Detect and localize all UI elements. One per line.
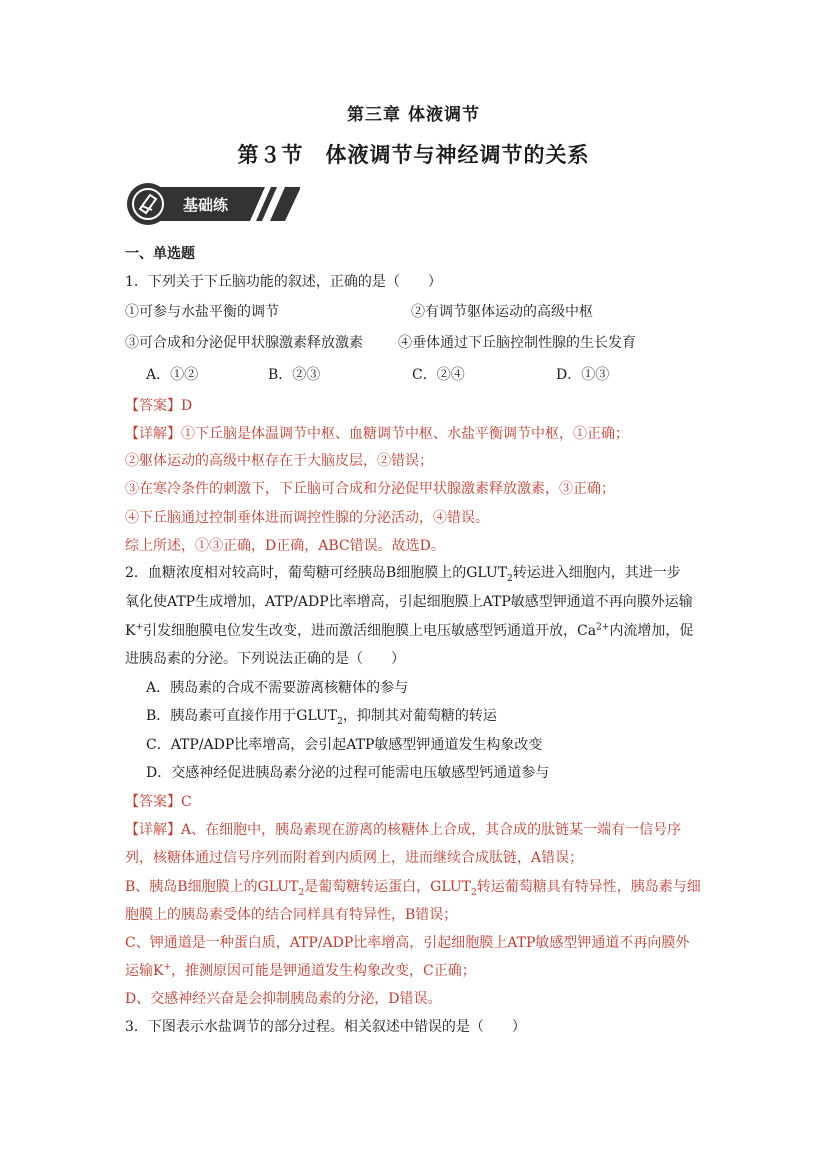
q1-explanation-3: ③在寒冷条件的刺激下，下丘脑可合成和分泌促甲状腺激素释放激素，③正确； (125, 481, 615, 497)
q1-statement-1: ①可参与水盐平衡的调节 (125, 304, 279, 320)
q1-explanation-1: 【详解】①下丘脑是体温调节中枢、血糖调节中枢、水盐平衡调节中枢，①正确； (125, 426, 629, 442)
q2-explanation-1: 【详解】A、在细胞中，胰岛素现在游离的核糖体上合成，其合成的肽链某一端有一信号序 (125, 822, 682, 838)
q1-statement-3: ③可合成和分泌促甲状腺激素释放激素 (125, 335, 363, 351)
q2-option-b: B．胰岛素可直接作用于$GLUT_2$，抑制其对葡萄糖的转运 (146, 708, 497, 727)
chapter-title: 第三章 体液调节 (347, 105, 480, 125)
q2-option-c: C．ATP/ADP比率增高，会引起ATP敏感型钾通道发生构象改变 (146, 737, 543, 753)
q1-option-b: B．②③ (268, 367, 321, 383)
banner-label: 基础练 (183, 196, 229, 214)
q1-stem: 1．下列关于下丘脑功能的叙述，正确的是（ ） (125, 274, 442, 290)
q2-explanation-5: C、钾通道是一种蛋白质，ATP/ADP比率增高，引起细胞膜上ATP敏感型钾通道不再向膜外 (125, 935, 690, 951)
q2-explanation-4: 胞膜上的胰岛素受体的结合同样具有特异性，B错误； (125, 907, 458, 923)
q1-option-c: C．②④ (412, 367, 465, 383)
q2-explanation-3: B、胰岛B细胞膜上的$GLUT_2$是葡萄糖转运蛋白，$GLUT_2$转运葡萄糖具有特异性，胰岛素与细 (125, 879, 701, 898)
q1-option-a: A．①② (146, 367, 199, 383)
q2-option-a: A．胰岛素的合成不需要游离核糖体的参与 (146, 680, 409, 696)
q2-answer: 【答案】C (125, 794, 192, 810)
section-heading: 一、单选题 (125, 246, 195, 262)
q1-explanation-2: ②躯体运动的高级中枢存在于大脑皮层，②错误； (125, 453, 433, 469)
q1-explanation-5: 综上所述，①③正确，D正确，ABC错误。故选D。 (125, 538, 445, 554)
q1-option-d: D．①③ (556, 367, 610, 383)
q2-stem-4: 进胰岛素的分泌。下列说法正确的是（ ） (125, 651, 405, 667)
banner-basic-practice (125, 181, 300, 227)
q1-explanation-4: ④下丘脑通过控制垂体进而调控性腺的分泌活动，④错误。 (125, 510, 489, 526)
q2-explanation-2: 列，核糖体通过信号序列而附着到内质网上，进而继续合成肽链，A错误； (125, 850, 584, 866)
q2-explanation-7: D、交感神经兴奋是会抑制胰岛素的分泌，D错误。 (125, 991, 442, 1007)
q2-stem-3: K+引发细胞膜电位发生改变，进而激活细胞膜上电压敏感型钙通道开放，$Ca^{2+}$内流增加，促 (125, 622, 694, 639)
q3-stem: 3．下图表示水盐调节的部分过程。相关叙述中错误的是（ ） (125, 1019, 526, 1035)
q1-statement-2: ②有调节躯体运动的高级中枢 (411, 304, 593, 320)
q2-option-d: D．交感神经促进胰岛素分泌的过程可能需电压敏感型钙通道参与 (146, 765, 550, 781)
q2-stem-2: 氧化使ATP生成增加，ATP/ADP比率增高，引起细胞膜上ATP敏感型钾通道不再向膜外运输 (125, 594, 693, 610)
q1-statement-4: ④垂体通过下丘脑控制性腺的生长发育 (398, 335, 636, 351)
q1-answer: 【答案】D (125, 398, 193, 414)
section-title: 第３节 体液调节与神经调节的关系 (237, 142, 590, 167)
q2-explanation-6: 运输K+，推测原因可能是钾通道发生构象改变，C正确； (125, 962, 476, 979)
q2-stem-1: 2．血糖浓度相对较高时，葡萄糖可经胰岛B细胞膜上的$GLUT_2$转运进入细胞内，其进一步 (125, 565, 681, 584)
